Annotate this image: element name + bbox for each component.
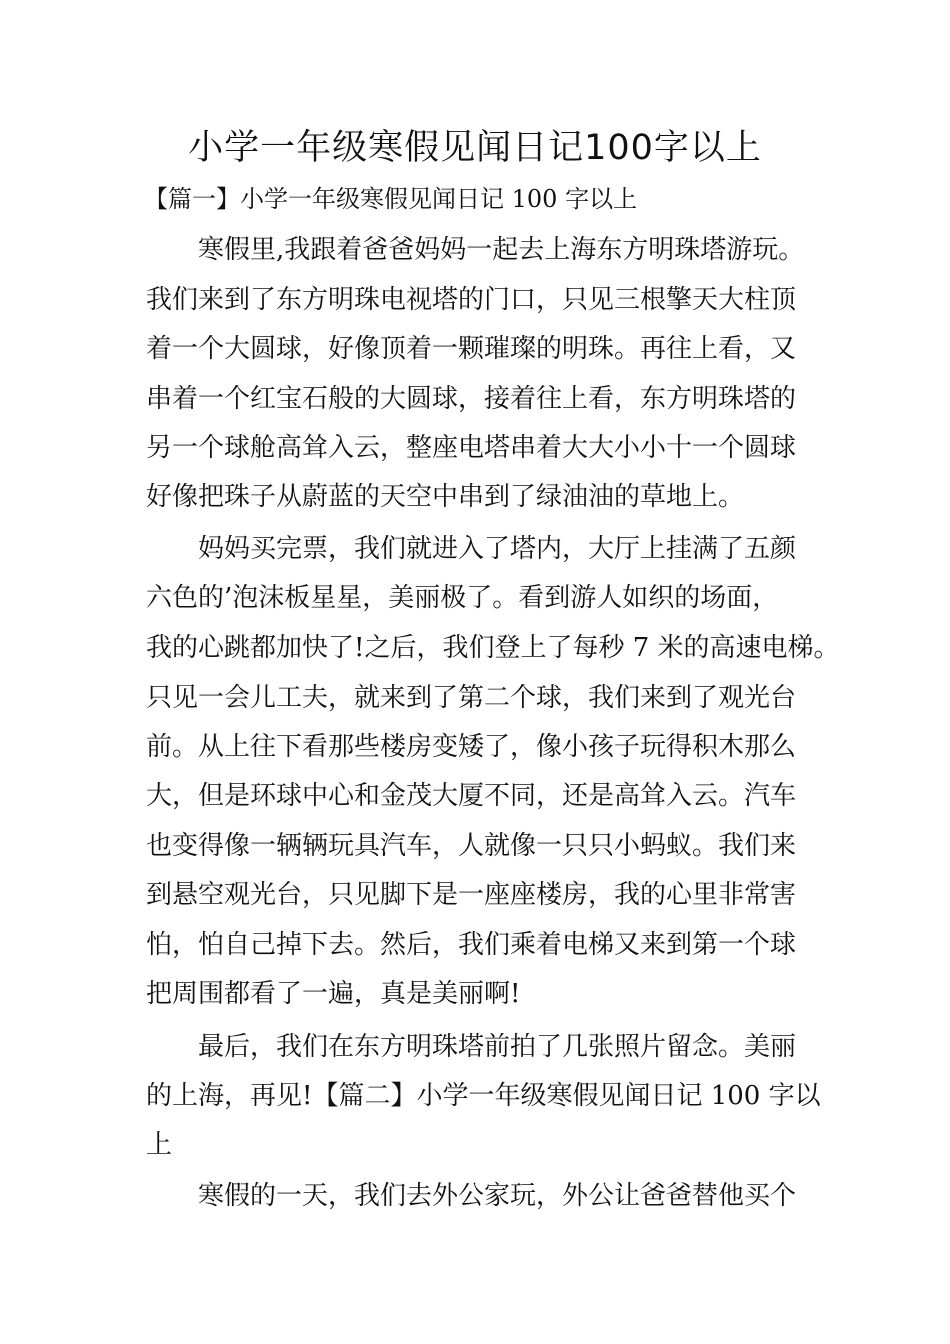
paragraph-line: 的上海，再见!【篇二】小学一年级寒假见闻日记 100 字以 bbox=[146, 1081, 821, 1111]
paragraph-line: 怕，怕自己掉下去。然后，我们乘着电梯又来到第一个球 bbox=[146, 930, 797, 960]
paragraph-line: 寒假的一天，我们去外公家玩，外公让爸爸替他买个 bbox=[198, 1181, 797, 1211]
paragraph-line: 串着一个红宝石般的大圆球，接着往上看，东方明珠塔的 bbox=[146, 384, 797, 414]
paragraph-line: 我们来到了东方明珠电视塔的门口，只见三根擎天大柱顶 bbox=[146, 285, 797, 315]
paragraph-line: 大，但是环球中心和金茂大厦不同，还是高耸入云。汽车 bbox=[146, 781, 797, 811]
paragraph-line: 另一个球舱高耸入云，整座电塔串着大大小小十一个圆球 bbox=[146, 433, 797, 463]
paragraph-line: 我的心跳都加快了!之后，我们登上了每秒 7 米的高速电梯。 bbox=[146, 633, 840, 663]
paragraph-line: 前。从上往下看那些楼房变矮了，像小孩子玩得积木那么 bbox=[146, 732, 797, 762]
paragraph-line: 六色的’泡沫板星星，美丽极了。看到游人如织的场面， bbox=[146, 583, 779, 613]
paragraph-line: 上 bbox=[146, 1130, 173, 1160]
document-title: 小学一年级寒假见闻日记100字以上 bbox=[188, 128, 762, 168]
paragraph-line: 好像把珠子从蔚蓝的天空中串到了绿油油的草地上。 bbox=[146, 482, 745, 512]
paragraph-line: 把周围都看了一遍，真是美丽啊! bbox=[146, 979, 521, 1009]
paragraph-line: 也变得像一辆辆玩具汽车，人就像一只只小蚂蚁。我们来 bbox=[146, 831, 797, 861]
section-heading-1: 【篇一】小学一年级寒假见闻日记 100 字以上 bbox=[144, 185, 638, 213]
paragraph-line: 着一个大圆球，好像顶着一颗璀璨的明珠。再往上看，又 bbox=[146, 334, 797, 364]
paragraph-line: 寒假里,我跟着爸爸妈妈一起去上海东方明珠塔游玩。 bbox=[198, 235, 805, 265]
paragraph-line: 妈妈买完票，我们就进入了塔内，大厅上挂满了五颜 bbox=[198, 534, 797, 564]
paragraph-line: 到悬空观光台，只见脚下是一座座楼房，我的心里非常害 bbox=[146, 880, 797, 910]
paragraph-line: 只见一会儿工夫，就来到了第二个球，我们来到了观光台 bbox=[146, 683, 797, 713]
paragraph-line: 最后，我们在东方明珠塔前拍了几张照片留念。美丽 bbox=[198, 1032, 797, 1062]
